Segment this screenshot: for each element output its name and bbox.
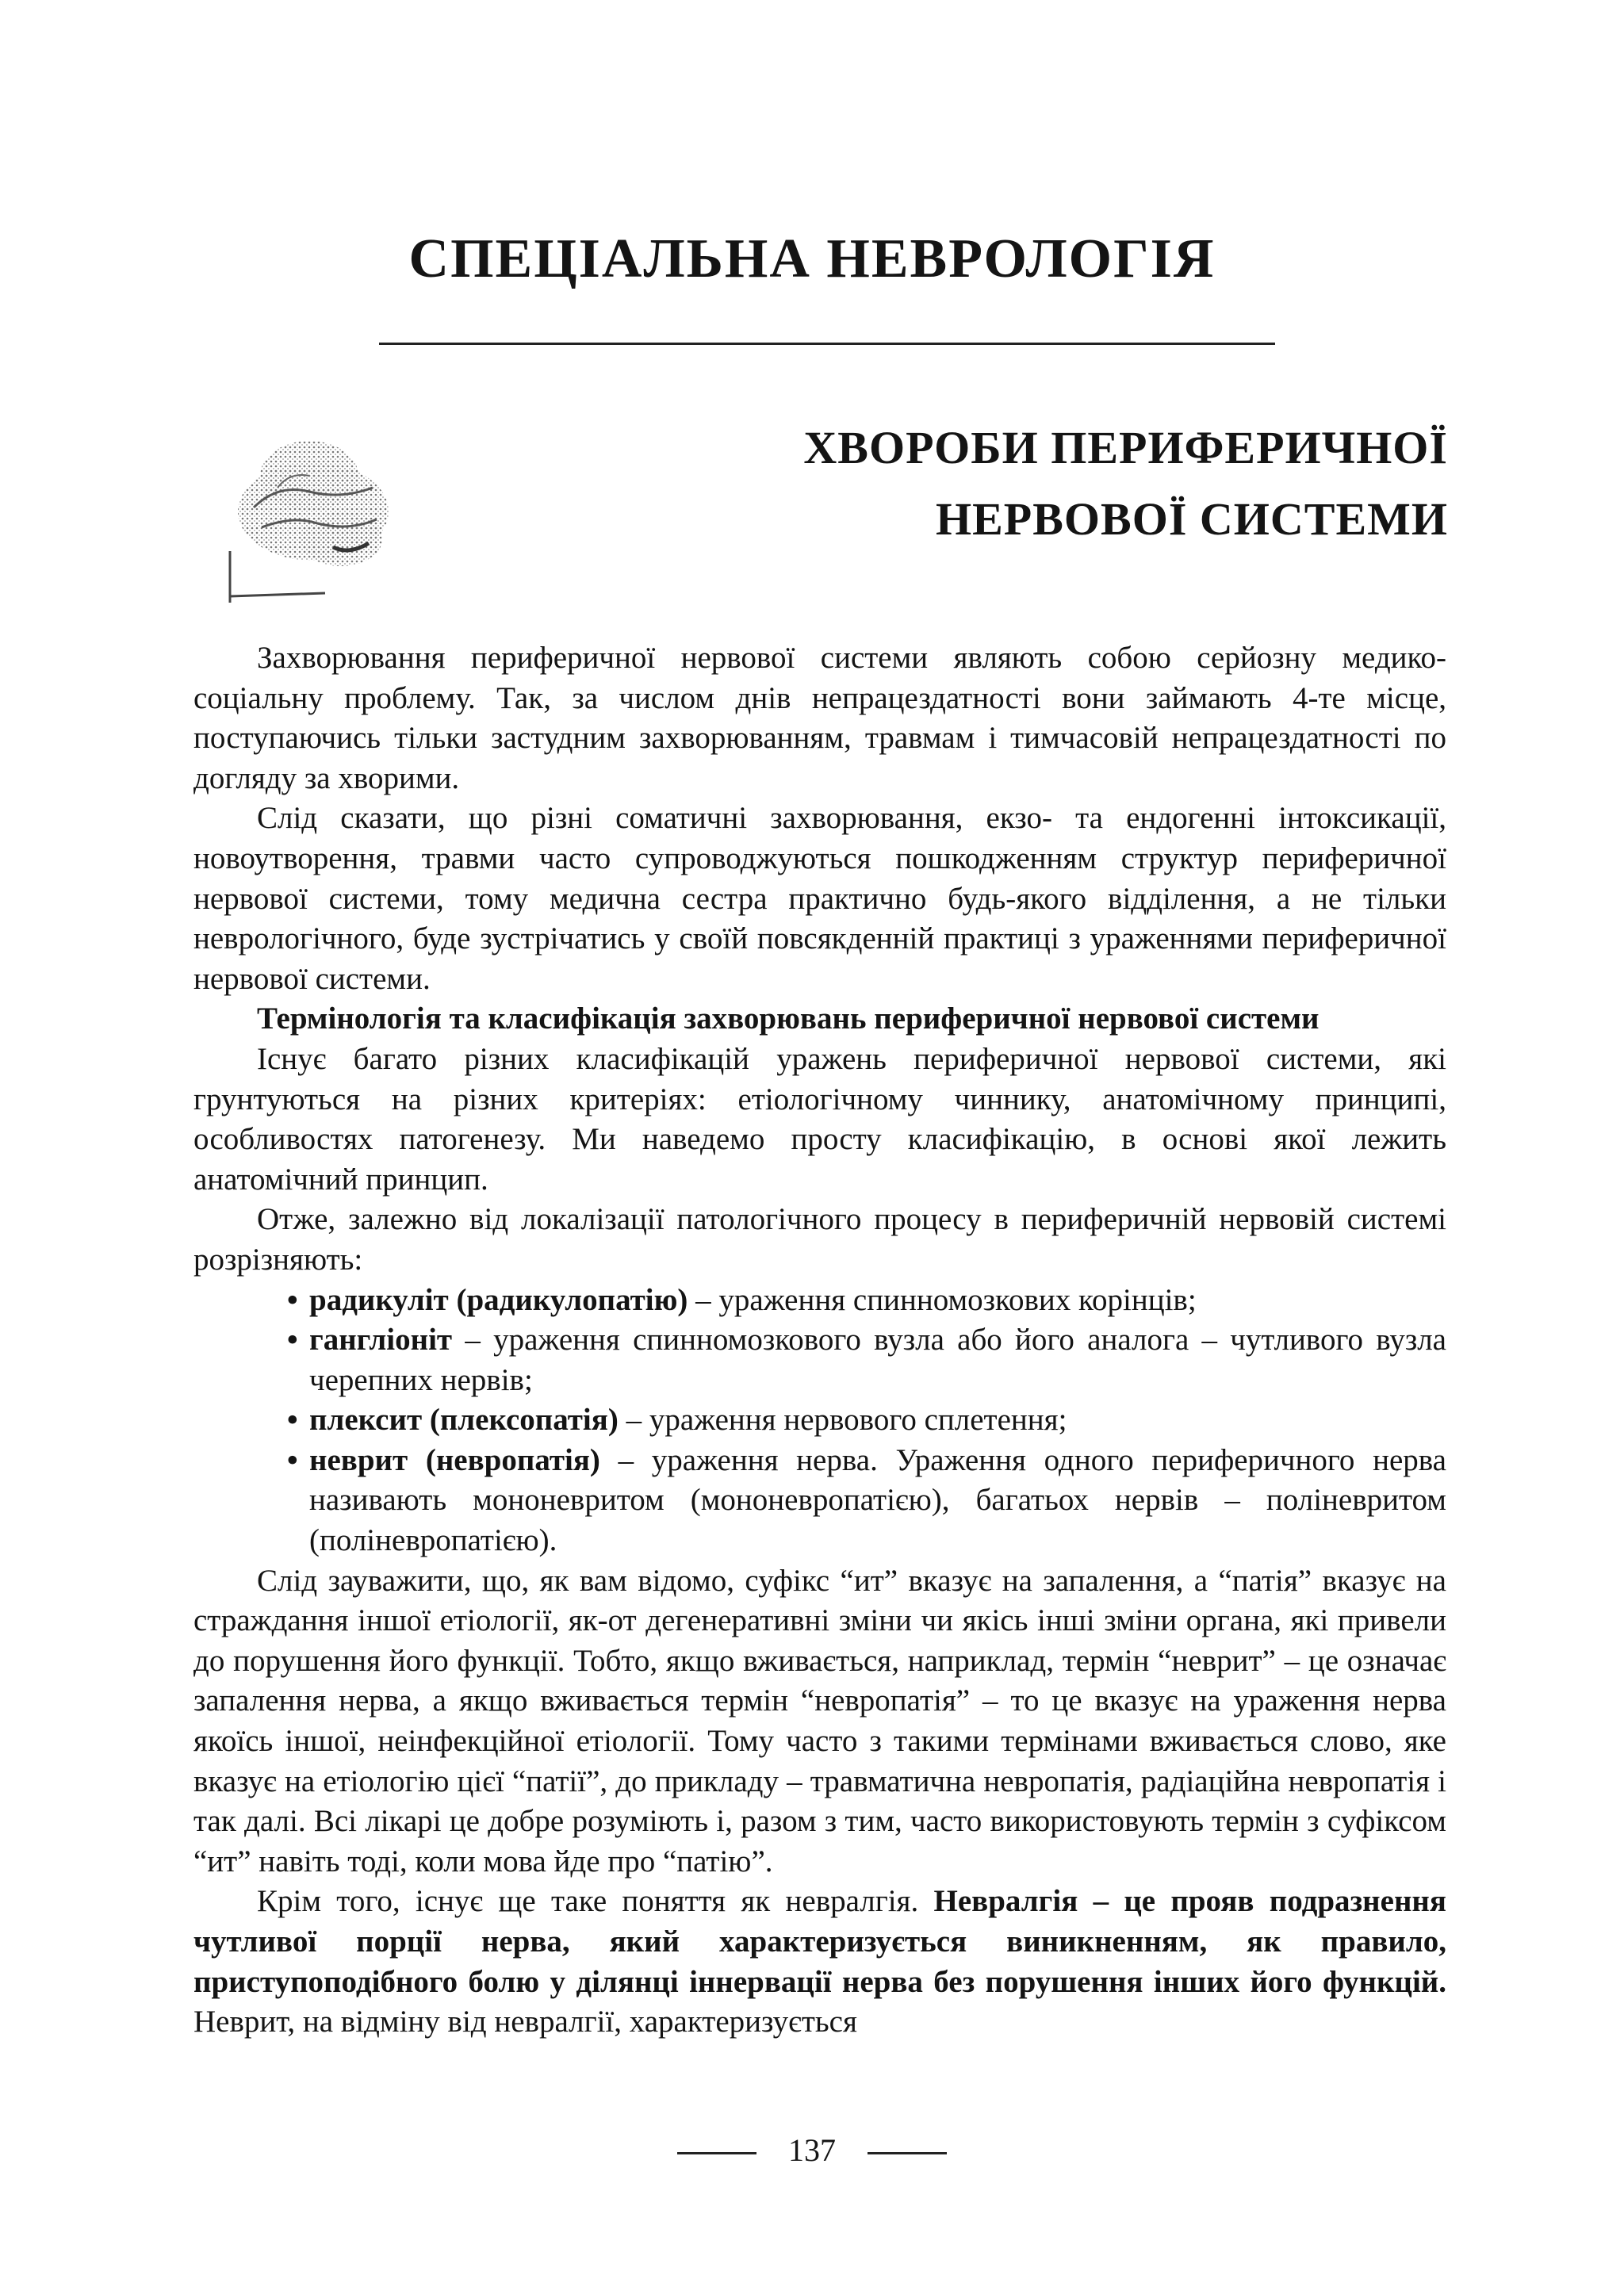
list-item <box>287 1400 1446 1441</box>
body-text <box>193 638 1446 2043</box>
footer-dash <box>868 2152 947 2154</box>
paragraph: Існує багато різних класифікацій уражень периферичної нервової системи, які грунтуються на різних критеріях: етіологічному чиннику, анатомічному принципі, особливостях патогенезу. Ми наведемо просту класифікацію, в основі якої лежить анатомічний принцип. <box>193 1041 1446 1197</box>
list-item-definition: – ураження нерва. Ураження одного периферичного нерва називають мононевритом (мононевропатією), багатьох нервів – полiневритом (полiневропатією). <box>309 1442 1446 1558</box>
list-item-term: гангліоніт <box>309 1323 453 1358</box>
paragraph: Отже, залежно від локалізації патологічного процесу в периферичній нервовій системі розрізняють: <box>193 1202 1446 1277</box>
list-item-term: неврит (невропатія) <box>309 1442 600 1477</box>
classification-list <box>193 1281 1446 1561</box>
neuralgia-intro: Крім того, існує ще таке поняття як невралгія. <box>257 1884 934 1919</box>
paragraph: Захворювання периферичної нервової системи являють собою серйозну медико-соціальну проблему. Так, за числом днів непрацездатності вони займають 4-те місце, поступаючись тільки застудним захворюванням, травмам і тимчасовій непрацездатності по догляду за хворими. <box>193 641 1446 795</box>
list-item-definition: – ураження спинномозкових корінців; <box>688 1282 1197 1317</box>
list-item-term: плексит (плексопатія) <box>309 1403 619 1438</box>
title-divider <box>379 343 1275 345</box>
neuralgia-tail: Неврит, на відміну від невралгії, характеризується <box>193 2005 857 2039</box>
list-item <box>287 1441 1446 1561</box>
main-title: СПЕЦІАЛЬНА НЕВРОЛОГІЯ <box>408 228 1216 289</box>
list-item-definition: – ураження спинномозкового вузла або його аналога – чутливого вузла черепних нервів; <box>309 1323 1446 1397</box>
page-footer <box>0 2132 1624 2168</box>
chapter-title-line: ХВОРОБИ ПЕРИФЕРИЧНОЇ <box>803 422 1448 473</box>
paragraph: Слід сказати, що різні соматичні захворювання, екзо- та ендогенні інтоксикації, новоутворення, травми часто супроводжуються пошкодженням структур периферичної нервової системи, тому медична сестра практично будь-якого відділення, а не тільки неврологічного, буде зустрічатись у своїй повсякденній практиці з ураженнями периферичної нервової системи. <box>193 801 1446 996</box>
page-number: 137 <box>788 2132 836 2168</box>
list-item <box>287 1320 1446 1400</box>
list-item-definition: – ураження нервового сплетення; <box>618 1403 1067 1438</box>
brain-illustration-icon <box>222 412 412 618</box>
chapter-title <box>803 412 1448 555</box>
chapter-title-line: НЕРВОВОЇ СИСТЕМИ <box>935 493 1448 545</box>
list-item-term: радикуліт (радикулопатію) <box>309 1282 688 1317</box>
footer-dash <box>677 2152 756 2154</box>
paragraph: Слід зауважити, що, як вам відомо, суфікс “ит” вказує на запалення, а “патія” вказує на страждання іншої етіології, як-от дегенеративні зміни чи якісь інші зміни органа, які привели до порушення його функції. Тобто, якщо вживається, наприклад, термін “неврит” – це означає запалення нерва, а якщо вживається термін “невропатія” – то це вказує на ураження нерва якоїсь іншої, неінфекційної етіології. Тому часто з такими термінами вживається слово, яке вказує на етіологію цієї “патії”, до прикладу – травматична невропатія, радіаційна невропатія і так далі. Всі лікарі це добре розуміють і, разом з тим, часто використовують термін з суфіксом “ит” навіть тоді, коли мова йде про “патію”. <box>193 1563 1446 1878</box>
list-item <box>287 1281 1446 1321</box>
section-heading: Термінологія та класифікація захворювань периферичної нервової системи <box>257 1001 1320 1036</box>
neuralgia-paragraph <box>193 1882 1446 2042</box>
neuralgia-definition: Невралгія – це прояв подразнення чутливої порції нерва, який характеризується виникненням, як правило, приступоподібного болю у ділянці іннервації нерва без порушення інших його функцій. <box>193 1884 1446 1999</box>
